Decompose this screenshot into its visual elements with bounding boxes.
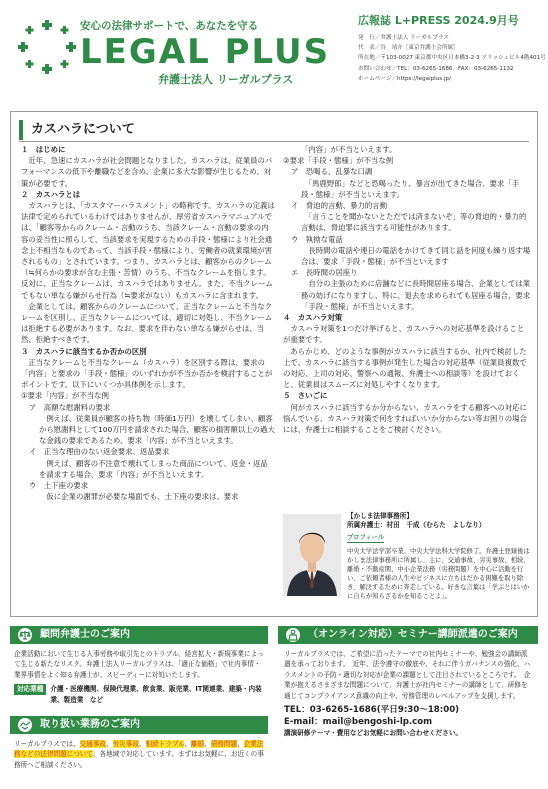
article-right-column (283, 144, 531, 435)
article-paragraph: カスハラ対策を1つだけ挙げると、カスハラへの対応基準を設けることが重要です。 (283, 324, 525, 345)
article-paragraph: ②要求「手段・態様」が不当な例 (283, 156, 394, 166)
article-paragraph: ２ カスハラとは (21, 189, 81, 199)
publication-title: 広報誌 L+PRESS 2024.9月号 (358, 14, 519, 27)
article-paragraph: 正当なクレームと不当なクレーム（カスハラ）を区別する際は、要求の「内容」と要求の「手段・態様」のいずれかが不当か否かを検討することがポイントです。以下にいくつか具体例を示します。 (21, 357, 273, 390)
article-paragraph: ５ さいごに (283, 391, 328, 401)
article-paragraph: ３ カスハラに該当するか否かの区別 (21, 346, 147, 356)
article-paragraph: 例えば、顧客の不注意で壊れてしまった商品について、返金・返品を請求する場合、要求「内容」が不当といえます。 (39, 458, 268, 479)
article-paragraph: 仮に企業の謝罪が必要な場面でも、土下座の要求は、要求 (39, 492, 239, 502)
article-paragraph: あらかじめ、どのような事例がカスハラに該当するか、社内で検討した上で、カスハラに該当する事例が発生した場合の対応基準（従業員複数での対応、上司の対応、警察への通報、弁護士への相談等）を設けておくと、従業員はスムーズに対処しやすくなります。 (283, 346, 527, 390)
service-inheritance: 相続トラブル (145, 740, 185, 748)
lawyer-profile (283, 504, 531, 612)
publisher-line: 発 行／弁護士法人 リーガルプラス (358, 35, 449, 41)
article-paragraph: カスハラとは、「カスタマーハラスメント」の略称です。カスハラの定義は法律で定められているわけではありませんが、厚労省カスハラマニュアルでは、「顧客等からのクレーム・言動のうち、当該クレーム・言動の要求の内容の妥当性に照らして、当該要求を実現するための手段・態様により社会通念上不相当なものであって、当該手段・態様により、労働者の就業環境が害されるもの」とされています。つまり、カスハラとは、顧客からのクレーム（≒何らかの要求が含む主張・苦情）のうち、不当なクレームを指します。反対に、正当なクレームは、カスハラではありません。また、不当クレームでもない単なる嫌がらせ行為（≒要求がない）もカスハラに含まれます。 (21, 201, 275, 300)
profile-label: プロフィール (347, 534, 385, 541)
services-section-header (10, 716, 268, 734)
lawyer-bio: 中央大学法学部卒業、中央大学法科大学院修了。弁護士登録後はかしま法律事務所に所属し、主に、交通事故、労災事故、相続、離婚・不動産関、中小企業法務（労務問題）を中心に活動を行い、ご依頼者様の人生やビジネスに立ちはだかる困難を取り除き、解決するために奔走している。好きな言葉は「学ぶとはいかに自らが知らざるかを知ることよ」。 (347, 548, 530, 600)
seminar-section-header (278, 626, 538, 644)
service-corporate: 企業法務などの法律問題について (14, 740, 264, 759)
services-intro: リーガルプラスでは、 (14, 740, 80, 748)
seminar-body (284, 649, 534, 738)
article-title: カスハラについて (19, 120, 135, 140)
sparkle-logo-icon (18, 18, 76, 76)
service-labor: 労災事故 (112, 740, 139, 748)
address-line: 所在地／〒103-0027 東京都中央区日本橋3-2-3 ソリッシェビル4階401号 (358, 55, 546, 62)
article-paragraph: ウ 執拗な電話 (291, 234, 343, 244)
seminar-phone[interactable]: TEL：03-6265-1686(平日9:30〜18:00) (284, 705, 460, 716)
article-paragraph: 何がカスハラに該当するか分からない、カスハラをする顧客への対応に悩んでいる、カスハラ対策で何をすればいいか分からない等お困りの場合には、弁護士に相談することをご検討ください。 (283, 402, 527, 435)
industries-label: 対応業種 (14, 684, 46, 694)
services-outro: 、各地域で対応しています。まずはお気軽に、お近くの事務所へご相談ください。 (14, 750, 264, 769)
lawyer-name: 所属弁護士：村田 千成（むらた よしなり） (347, 521, 486, 529)
masthead (0, 0, 548, 105)
publication-info (358, 12, 546, 84)
article-paragraph: ア 高額な慰謝料の要求 (29, 402, 111, 412)
industries-list: 介護・医療機関、保険代理業、飲食業、販売業、IT関連業、建築・内装業、製造業 など (50, 685, 262, 704)
service-traffic: 交通事故 (79, 740, 106, 748)
article-paragraph: 自分の主張のために店舗などに長時間居座る場合、企業としては業務の妨げになりますし、特に、退去を求められても居座る場合、要求「手段・態様」が不当といえます。 (301, 279, 531, 311)
article-paragraph: 長時間の電話や連日の電話をかけてきて同じ話を何度も繰り返す場合は、要求「手段・態様」が不当といえます (301, 245, 531, 267)
title-divider (19, 141, 529, 142)
article-box (10, 111, 538, 617)
firm-name: 弁護士法人 リーガルプラス (158, 73, 294, 86)
article-paragraph: 企業としては、顧客からのクレームについて、正当なクレームと不当なクレームを区別し、正当なクレームについては、適切に対処し、不当クレームは拒絶する必要があります。なお、要求を伴わない単なる嫌がらせは、当然、拒絶すべきです。 (21, 301, 273, 345)
article-paragraph: ①要求「内容」が不当な例 (21, 391, 109, 401)
profile-text (347, 512, 531, 601)
seminar-title: （オンライン対応）セミナー講師派遣のご案内 (308, 629, 518, 640)
advisor-section-header (10, 626, 268, 644)
tagline: 安心の法律サポートで、あなたを守る (80, 20, 259, 32)
logo (18, 10, 331, 95)
office-name: 【かしま法律事務所】 (347, 512, 413, 520)
article-paragraph: イ 正当な理由のない返金要求、返品要求 (29, 447, 170, 457)
advisor-body (14, 649, 266, 705)
article-paragraph: ウ 土下座の要求 (29, 481, 89, 491)
lawyer-photo (283, 514, 341, 596)
article-paragraph: ４ カスハラ対策 (283, 313, 343, 323)
service-divorce: 離婚 (190, 740, 205, 748)
article-paragraph: 「馬鹿野郎」などと恐喝ったり、暴言が出てきた場合、要求「手段・態様」が不当といえます。 (301, 178, 520, 199)
services-body: リーガルプラスでは、交通事故、労災事故、相続トラブル、離婚、債務問題、企業法務などの法律問題について、各地域で対応しています。まずはお気軽に、お近くの事務所へご相談ください。 (14, 740, 264, 769)
services-title: 取り扱い業務のご案内 (40, 719, 140, 730)
scales-icon (18, 628, 32, 642)
seminar-email[interactable]: E-mail：mail@bengoshi-lp.com (284, 717, 433, 728)
article-paragraph: エ 長時間の居座り (291, 268, 358, 278)
seminar-description: リーガルプラスでは、ご希望に沿ったテーマでの社内セミナーや、勉強会の講師派遣を承っております。 近年、法令遵守の徹底や、それに伴うガバナンスの強化、ハラスメントの予防・適切な対応が企業の課題として注目されているところです。 企業が抱えるさまざまな問題について、弁護士が社内セミナーの講師として、研修を通じてコンプライアンス意識の向上や、労務管理のレベルアップを支援します。 (284, 650, 531, 700)
service-debt: 債務問題 (210, 740, 238, 748)
article-paragraph: ア 恐喝る、乱暴な口調 (291, 167, 373, 177)
seminar-note: 講演研修テーマ・費用などお気軽にお問い合わせください。 (284, 729, 463, 738)
article-paragraph: 「内容」が不当といえます。 (301, 145, 397, 154)
handshake-icon (18, 718, 32, 732)
logo-wordmark: LEGAL PLUS (80, 32, 331, 72)
representative-line: 代 表／谷 靖介［東京弁護士会所属］ (358, 45, 459, 52)
advisor-description: 企業活動において生じる人事労務や取引先とのトラブル、経営拡大・新規事業によって生じる新たなリスク。弁護士法人リーガルプラスは、「適正な価格」で社内事情・業界事情をよく知る弁護士が、スピーディーに対処いたします。 (14, 650, 264, 679)
article-paragraph: イ 脅迫的言動、暴力的言動 (291, 201, 388, 211)
contact-line: お問い合わせ／TEL：03-6265-1686 FAX：03-6265-1132 (358, 65, 514, 72)
article-left-column (21, 144, 275, 503)
article-paragraph: １ はじめに (21, 145, 66, 154)
article-paragraph: 近年、急速にカスハラが社会問題となりました。カスハラは、従業員のパフォーマンスの低下や離職などを含め、企業に多大な影響が生じるため、対策が必要です。 (21, 156, 273, 188)
article-paragraph: 「言うことを聞かないとただでは済まないぞ」等の脅迫的・暴力的言動は、脅迫罪に該当する可能性があります。 (301, 212, 527, 233)
podium-icon (286, 628, 300, 642)
article-paragraph: 例えば、従業員が顧客の持ち物（時価1万円）を壊してしまい、顧客から慰謝料として100万円を請求された場合、顧客の損害額以上の過大な金銭の要求であるため、要求「内容」が不当といえます。 (39, 413, 275, 446)
advisor-title: 顧問弁護士のご案内 (40, 629, 130, 640)
homepage-link[interactable]: ホームページ／https://legalplus.jp/ (358, 75, 451, 82)
